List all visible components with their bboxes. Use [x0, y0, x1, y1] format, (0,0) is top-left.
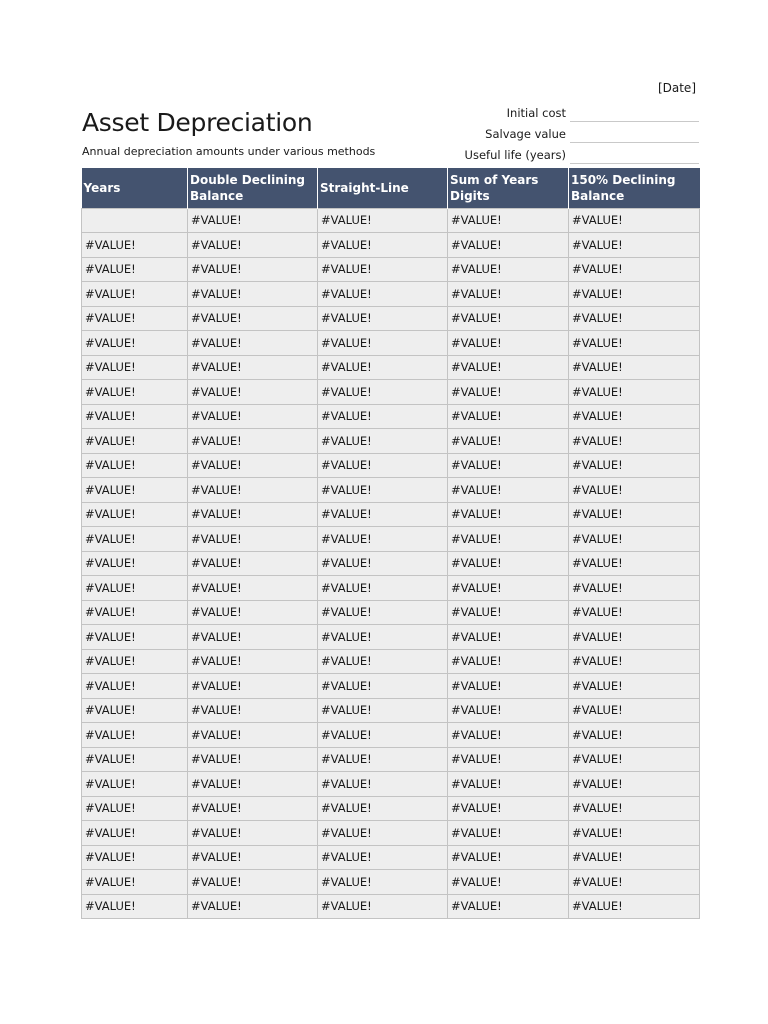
straight-line-cell[interactable]: #VALUE!	[318, 502, 448, 527]
sum-of-years-cell[interactable]: #VALUE!	[448, 600, 569, 625]
double-declining-cell[interactable]: #VALUE!	[188, 894, 318, 919]
straight-line-cell[interactable]: #VALUE!	[318, 698, 448, 723]
declining-150-cell[interactable]: #VALUE!	[569, 404, 700, 429]
declining-150-cell[interactable]: #VALUE!	[569, 380, 700, 405]
double-declining-cell[interactable]: #VALUE!	[188, 772, 318, 797]
straight-line-cell[interactable]: #VALUE!	[318, 649, 448, 674]
double-declining-cell[interactable]: #VALUE!	[188, 502, 318, 527]
table-row	[82, 257, 700, 282]
sum-of-years-cell[interactable]: #VALUE!	[448, 551, 569, 576]
double-declining-cell[interactable]: #VALUE!	[188, 282, 318, 307]
declining-150-cell[interactable]: #VALUE!	[569, 674, 700, 699]
sum-of-years-cell[interactable]: #VALUE!	[448, 306, 569, 331]
table-row	[82, 747, 700, 772]
sum-of-years-cell[interactable]: #VALUE!	[448, 674, 569, 699]
years-cell[interactable]: #VALUE!	[82, 821, 188, 846]
salvage-value-row	[420, 122, 699, 143]
sum-of-years-cell[interactable]: #VALUE!	[448, 527, 569, 552]
straight-line-cell[interactable]: #VALUE!	[318, 257, 448, 282]
years-cell[interactable]: #VALUE!	[82, 698, 188, 723]
sum-of-years-cell[interactable]: #VALUE!	[448, 894, 569, 919]
table-row	[82, 527, 700, 552]
double-declining-cell[interactable]: #VALUE!	[188, 380, 318, 405]
double-declining-cell[interactable]: #VALUE!	[188, 625, 318, 650]
double-declining-cell[interactable]: #VALUE!	[188, 576, 318, 601]
years-cell[interactable]: #VALUE!	[82, 257, 188, 282]
double-declining-cell[interactable]: #VALUE!	[188, 208, 318, 233]
table-row	[82, 600, 700, 625]
table-row	[82, 404, 700, 429]
depreciation-table	[81, 168, 700, 919]
straight-line-cell[interactable]: #VALUE!	[318, 233, 448, 258]
table-row	[82, 870, 700, 895]
straight-line-cell[interactable]: #VALUE!	[318, 870, 448, 895]
straight-line-cell[interactable]: #VALUE!	[318, 674, 448, 699]
table-row	[82, 723, 700, 748]
straight-line-cell[interactable]: #VALUE!	[318, 796, 448, 821]
straight-line-cell[interactable]: #VALUE!	[318, 747, 448, 772]
table-row	[82, 208, 700, 233]
declining-150-cell[interactable]: #VALUE!	[569, 502, 700, 527]
years-cell[interactable]: #VALUE!	[82, 527, 188, 552]
table-row	[82, 894, 700, 919]
double-declining-cell[interactable]: #VALUE!	[188, 429, 318, 454]
declining-150-cell[interactable]: #VALUE!	[569, 772, 700, 797]
date-label[interactable]: [Date]	[657, 81, 696, 95]
double-declining-cell[interactable]: #VALUE!	[188, 600, 318, 625]
column-header-sum-of-years-digits[interactable]: Sum of Years Digits	[448, 168, 569, 208]
years-cell[interactable]: #VALUE!	[82, 502, 188, 527]
straight-line-cell[interactable]: #VALUE!	[318, 429, 448, 454]
double-declining-cell[interactable]: #VALUE!	[188, 821, 318, 846]
years-cell[interactable]: #VALUE!	[82, 355, 188, 380]
table-row	[82, 282, 700, 307]
initial-cost-field[interactable]	[570, 103, 699, 122]
salvage-value-label: Salvage value	[485, 127, 566, 141]
declining-150-cell[interactable]: #VALUE!	[569, 478, 700, 503]
straight-line-cell[interactable]: #VALUE!	[318, 478, 448, 503]
years-cell[interactable]: #VALUE!	[82, 600, 188, 625]
declining-150-cell[interactable]: #VALUE!	[569, 429, 700, 454]
double-declining-cell[interactable]: #VALUE!	[188, 723, 318, 748]
sum-of-years-cell[interactable]: #VALUE!	[448, 870, 569, 895]
straight-line-cell[interactable]: #VALUE!	[318, 453, 448, 478]
double-declining-cell[interactable]: #VALUE!	[188, 674, 318, 699]
table-row	[82, 233, 700, 258]
column-header-150-declining-balance[interactable]: 150% Declining Balance	[569, 168, 700, 208]
salvage-value-field[interactable]	[570, 124, 699, 143]
years-cell[interactable]: #VALUE!	[82, 576, 188, 601]
years-cell[interactable]: #VALUE!	[82, 233, 188, 258]
double-declining-cell[interactable]: #VALUE!	[188, 845, 318, 870]
declining-150-cell[interactable]: #VALUE!	[569, 600, 700, 625]
declining-150-cell[interactable]: #VALUE!	[569, 331, 700, 356]
column-header-years[interactable]: Years	[82, 168, 188, 208]
useful-life-field[interactable]	[570, 145, 699, 164]
straight-line-cell[interactable]: #VALUE!	[318, 894, 448, 919]
declining-150-cell[interactable]: #VALUE!	[569, 527, 700, 552]
double-declining-cell[interactable]: #VALUE!	[188, 796, 318, 821]
straight-line-cell[interactable]: #VALUE!	[318, 331, 448, 356]
initial-cost-label: Initial cost	[506, 106, 566, 120]
table-row	[82, 551, 700, 576]
double-declining-cell[interactable]: #VALUE!	[188, 478, 318, 503]
years-cell[interactable]: #VALUE!	[82, 625, 188, 650]
sum-of-years-cell[interactable]: #VALUE!	[448, 576, 569, 601]
declining-150-cell[interactable]: #VALUE!	[569, 453, 700, 478]
years-cell[interactable]	[82, 208, 188, 233]
double-declining-cell[interactable]: #VALUE!	[188, 331, 318, 356]
double-declining-cell[interactable]: #VALUE!	[188, 257, 318, 282]
initial-cost-row	[420, 101, 699, 122]
table-row	[82, 649, 700, 674]
column-header-straight-line[interactable]: Straight-Line	[318, 168, 448, 208]
declining-150-cell[interactable]: #VALUE!	[569, 698, 700, 723]
sum-of-years-cell[interactable]: #VALUE!	[448, 429, 569, 454]
table-row	[82, 429, 700, 454]
declining-150-cell[interactable]: #VALUE!	[569, 551, 700, 576]
table-row	[82, 380, 700, 405]
depreciation-table-wrapper	[81, 168, 699, 919]
years-cell[interactable]: #VALUE!	[82, 870, 188, 895]
table-row	[82, 576, 700, 601]
double-declining-cell[interactable]: #VALUE!	[188, 870, 318, 895]
table-header-row	[82, 168, 700, 208]
sum-of-years-cell[interactable]: #VALUE!	[448, 845, 569, 870]
declining-150-cell[interactable]: #VALUE!	[569, 257, 700, 282]
years-cell[interactable]: #VALUE!	[82, 796, 188, 821]
declining-150-cell[interactable]: #VALUE!	[569, 233, 700, 258]
years-cell[interactable]: #VALUE!	[82, 331, 188, 356]
declining-150-cell[interactable]: #VALUE!	[569, 870, 700, 895]
double-declining-cell[interactable]: #VALUE!	[188, 747, 318, 772]
sum-of-years-cell[interactable]: #VALUE!	[448, 404, 569, 429]
straight-line-cell[interactable]: #VALUE!	[318, 821, 448, 846]
declining-150-cell[interactable]: #VALUE!	[569, 306, 700, 331]
table-row	[82, 502, 700, 527]
sum-of-years-cell[interactable]: #VALUE!	[448, 796, 569, 821]
declining-150-cell[interactable]: #VALUE!	[569, 355, 700, 380]
years-cell[interactable]: #VALUE!	[82, 772, 188, 797]
declining-150-cell[interactable]: #VALUE!	[569, 894, 700, 919]
declining-150-cell[interactable]: #VALUE!	[569, 649, 700, 674]
straight-line-cell[interactable]: #VALUE!	[318, 208, 448, 233]
table-row	[82, 453, 700, 478]
double-declining-cell[interactable]: #VALUE!	[188, 233, 318, 258]
double-declining-cell[interactable]: #VALUE!	[188, 453, 318, 478]
straight-line-cell[interactable]: #VALUE!	[318, 845, 448, 870]
sum-of-years-cell[interactable]: #VALUE!	[448, 233, 569, 258]
sum-of-years-cell[interactable]: #VALUE!	[448, 625, 569, 650]
straight-line-cell[interactable]: #VALUE!	[318, 282, 448, 307]
table-row	[82, 355, 700, 380]
years-cell[interactable]: #VALUE!	[82, 478, 188, 503]
table-row	[82, 796, 700, 821]
straight-line-cell[interactable]: #VALUE!	[318, 625, 448, 650]
double-declining-cell[interactable]: #VALUE!	[188, 355, 318, 380]
straight-line-cell[interactable]: #VALUE!	[318, 306, 448, 331]
straight-line-cell[interactable]: #VALUE!	[318, 600, 448, 625]
sum-of-years-cell[interactable]: #VALUE!	[448, 723, 569, 748]
double-declining-cell[interactable]: #VALUE!	[188, 649, 318, 674]
straight-line-cell[interactable]: #VALUE!	[318, 380, 448, 405]
sum-of-years-cell[interactable]: #VALUE!	[448, 257, 569, 282]
declining-150-cell[interactable]: #VALUE!	[569, 282, 700, 307]
straight-line-cell[interactable]: #VALUE!	[318, 551, 448, 576]
table-row	[82, 698, 700, 723]
double-declining-cell[interactable]: #VALUE!	[188, 698, 318, 723]
sum-of-years-cell[interactable]: #VALUE!	[448, 698, 569, 723]
double-declining-cell[interactable]: #VALUE!	[188, 404, 318, 429]
sum-of-years-cell[interactable]: #VALUE!	[448, 453, 569, 478]
declining-150-cell[interactable]: #VALUE!	[569, 625, 700, 650]
sum-of-years-cell[interactable]: #VALUE!	[448, 478, 569, 503]
double-declining-cell[interactable]: #VALUE!	[188, 527, 318, 552]
years-cell[interactable]: #VALUE!	[82, 282, 188, 307]
years-cell[interactable]: #VALUE!	[82, 453, 188, 478]
years-cell[interactable]: #VALUE!	[82, 723, 188, 748]
declining-150-cell[interactable]: #VALUE!	[569, 821, 700, 846]
sum-of-years-cell[interactable]: #VALUE!	[448, 282, 569, 307]
sum-of-years-cell[interactable]: #VALUE!	[448, 747, 569, 772]
declining-150-cell[interactable]: #VALUE!	[569, 747, 700, 772]
sum-of-years-cell[interactable]: #VALUE!	[448, 355, 569, 380]
sum-of-years-cell[interactable]: #VALUE!	[448, 821, 569, 846]
table-row	[82, 306, 700, 331]
table-row	[82, 625, 700, 650]
declining-150-cell[interactable]: #VALUE!	[569, 723, 700, 748]
table-row	[82, 674, 700, 699]
declining-150-cell[interactable]: #VALUE!	[569, 796, 700, 821]
straight-line-cell[interactable]: #VALUE!	[318, 772, 448, 797]
declining-150-cell[interactable]: #VALUE!	[569, 845, 700, 870]
table-row	[82, 772, 700, 797]
declining-150-cell[interactable]: #VALUE!	[569, 208, 700, 233]
sum-of-years-cell[interactable]: #VALUE!	[448, 649, 569, 674]
years-cell[interactable]: #VALUE!	[82, 674, 188, 699]
straight-line-cell[interactable]: #VALUE!	[318, 355, 448, 380]
sum-of-years-cell[interactable]: #VALUE!	[448, 380, 569, 405]
sum-of-years-cell[interactable]: #VALUE!	[448, 502, 569, 527]
double-declining-cell[interactable]: #VALUE!	[188, 551, 318, 576]
declining-150-cell[interactable]: #VALUE!	[569, 576, 700, 601]
straight-line-cell[interactable]: #VALUE!	[318, 527, 448, 552]
years-cell[interactable]: #VALUE!	[82, 894, 188, 919]
double-declining-cell[interactable]: #VALUE!	[188, 306, 318, 331]
table-row	[82, 331, 700, 356]
straight-line-cell[interactable]: #VALUE!	[318, 576, 448, 601]
years-cell[interactable]: #VALUE!	[82, 380, 188, 405]
page-subtitle: Annual depreciation amounts under various methods	[82, 145, 376, 158]
table-row	[82, 478, 700, 503]
sum-of-years-cell[interactable]: #VALUE!	[448, 331, 569, 356]
years-cell[interactable]: #VALUE!	[82, 845, 188, 870]
years-cell[interactable]: #VALUE!	[82, 551, 188, 576]
column-header-double-declining-balance[interactable]: Double Declining Balance	[188, 168, 318, 208]
sum-of-years-cell[interactable]: #VALUE!	[448, 772, 569, 797]
straight-line-cell[interactable]: #VALUE!	[318, 404, 448, 429]
table-body	[82, 208, 700, 919]
years-cell[interactable]: #VALUE!	[82, 429, 188, 454]
input-fields	[420, 101, 699, 164]
years-cell[interactable]: #VALUE!	[82, 404, 188, 429]
years-cell[interactable]: #VALUE!	[82, 649, 188, 674]
table-row	[82, 845, 700, 870]
useful-life-row	[420, 143, 699, 164]
years-cell[interactable]: #VALUE!	[82, 747, 188, 772]
straight-line-cell[interactable]: #VALUE!	[318, 723, 448, 748]
sum-of-years-cell[interactable]: #VALUE!	[448, 208, 569, 233]
years-cell[interactable]: #VALUE!	[82, 306, 188, 331]
page-title: Asset Depreciation	[82, 108, 313, 137]
table-row	[82, 821, 700, 846]
useful-life-label: Useful life (years)	[464, 148, 566, 162]
